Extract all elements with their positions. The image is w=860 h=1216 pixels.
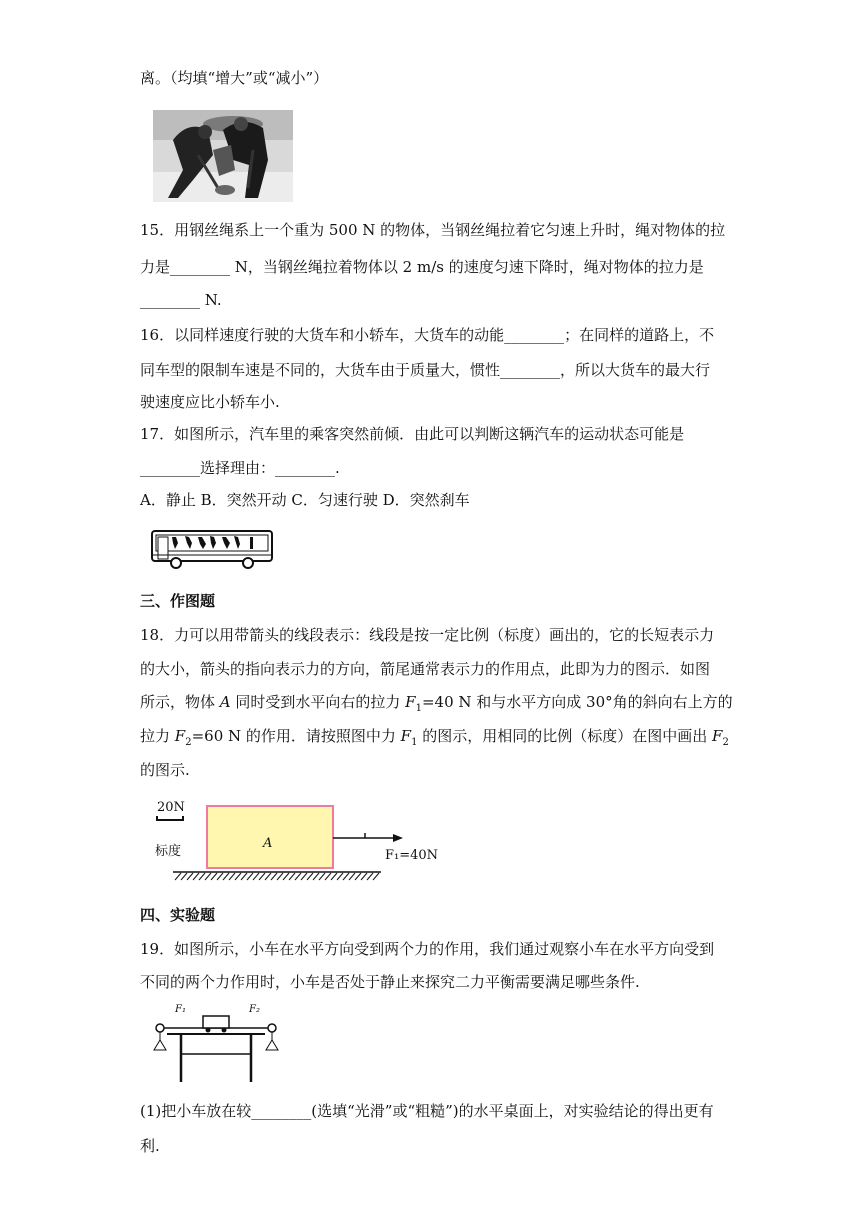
q19-sub1-line2: 利.: [140, 1137, 160, 1155]
q15-line3: ________ N.: [140, 291, 222, 309]
block-label: A: [263, 836, 273, 851]
q19-sub1-line1: (1)把小车放在较________(选填“光滑”或“粗糙”)的水平桌面上，对实验结论的得出更有: [140, 1102, 714, 1120]
q16-line2: 同车型的限制车速是不同的，大货车由于质量大，惯性________，所以大货车的最大行: [140, 361, 711, 379]
figure-f1-label: F₁: [175, 1004, 186, 1015]
curling-photo: [153, 110, 293, 202]
cart-table-figure: [145, 1006, 287, 1086]
q16-line1: 16．以同样速度行驶的大货车和小轿车，大货车的动能________；在同样的道路上，不: [140, 326, 715, 344]
q17-options: A．静止 B．突然开动 C．匀速行驶 D．突然刹车: [140, 491, 470, 509]
scale-label: 标度: [155, 844, 182, 859]
force-label: F₁=40N: [385, 848, 439, 863]
force-diagram: [145, 800, 465, 892]
q18-line4: 拉力 $F_2=60$ N 的作用．请按照图中力 $F_1$ 的图示，用相同的比例（标度）在图中画出 $F_2$: [140, 727, 729, 748]
q15-line2: 力是________ N，当钢丝绳拉着物体以 2 m/s 的速度匀速下降时，绳对物体的拉力是: [140, 258, 704, 276]
scale-value-label: 20N: [157, 800, 185, 815]
q18-line3: 所示，物体 A 同时受到水平向右的拉力 $F_1=40$ N 和与水平方向成 30°角的斜向右上方的: [140, 693, 733, 714]
q16-line3: 驶速度应比小轿车小.: [140, 393, 280, 411]
intro-line: 离。（均填“增大”或“减小”）: [140, 69, 329, 87]
section3-heading: 三、作图题: [140, 592, 216, 610]
q18-line1: 18．力可以用带箭头的线段表示：线段是按一定比例（标度）画出的，它的长短表示力: [140, 626, 715, 644]
q19-line2: 不同的两个力作用时，小车是否处于静止来探究二力平衡需要满足哪些条件.: [140, 973, 640, 991]
q19-line1: 19．如图所示，小车在水平方向受到两个力的作用，我们通过观察小车在水平方向受到: [140, 940, 715, 958]
q18-line2: 的大小，箭头的指向表示力的方向，箭尾通常表示力的作用点，此即为力的图示．如图: [140, 660, 711, 678]
bus-image: [150, 527, 276, 571]
q15-line1: 15．用钢丝绳系上一个重为 500 N 的物体，当钢丝绳拉着它匀速上升时，绳对物体的拉: [140, 221, 726, 239]
q17-line2: ________选择理由：________.: [140, 459, 340, 477]
section4-heading: 四、实验题: [140, 906, 216, 924]
figure-f2-label: F₂: [249, 1004, 260, 1015]
q18-line5: 的图示.: [140, 761, 190, 779]
q17-line1: 17．如图所示，汽车里的乘客突然前倾．由此可以判断这辆汽车的运动状态可能是: [140, 425, 685, 443]
